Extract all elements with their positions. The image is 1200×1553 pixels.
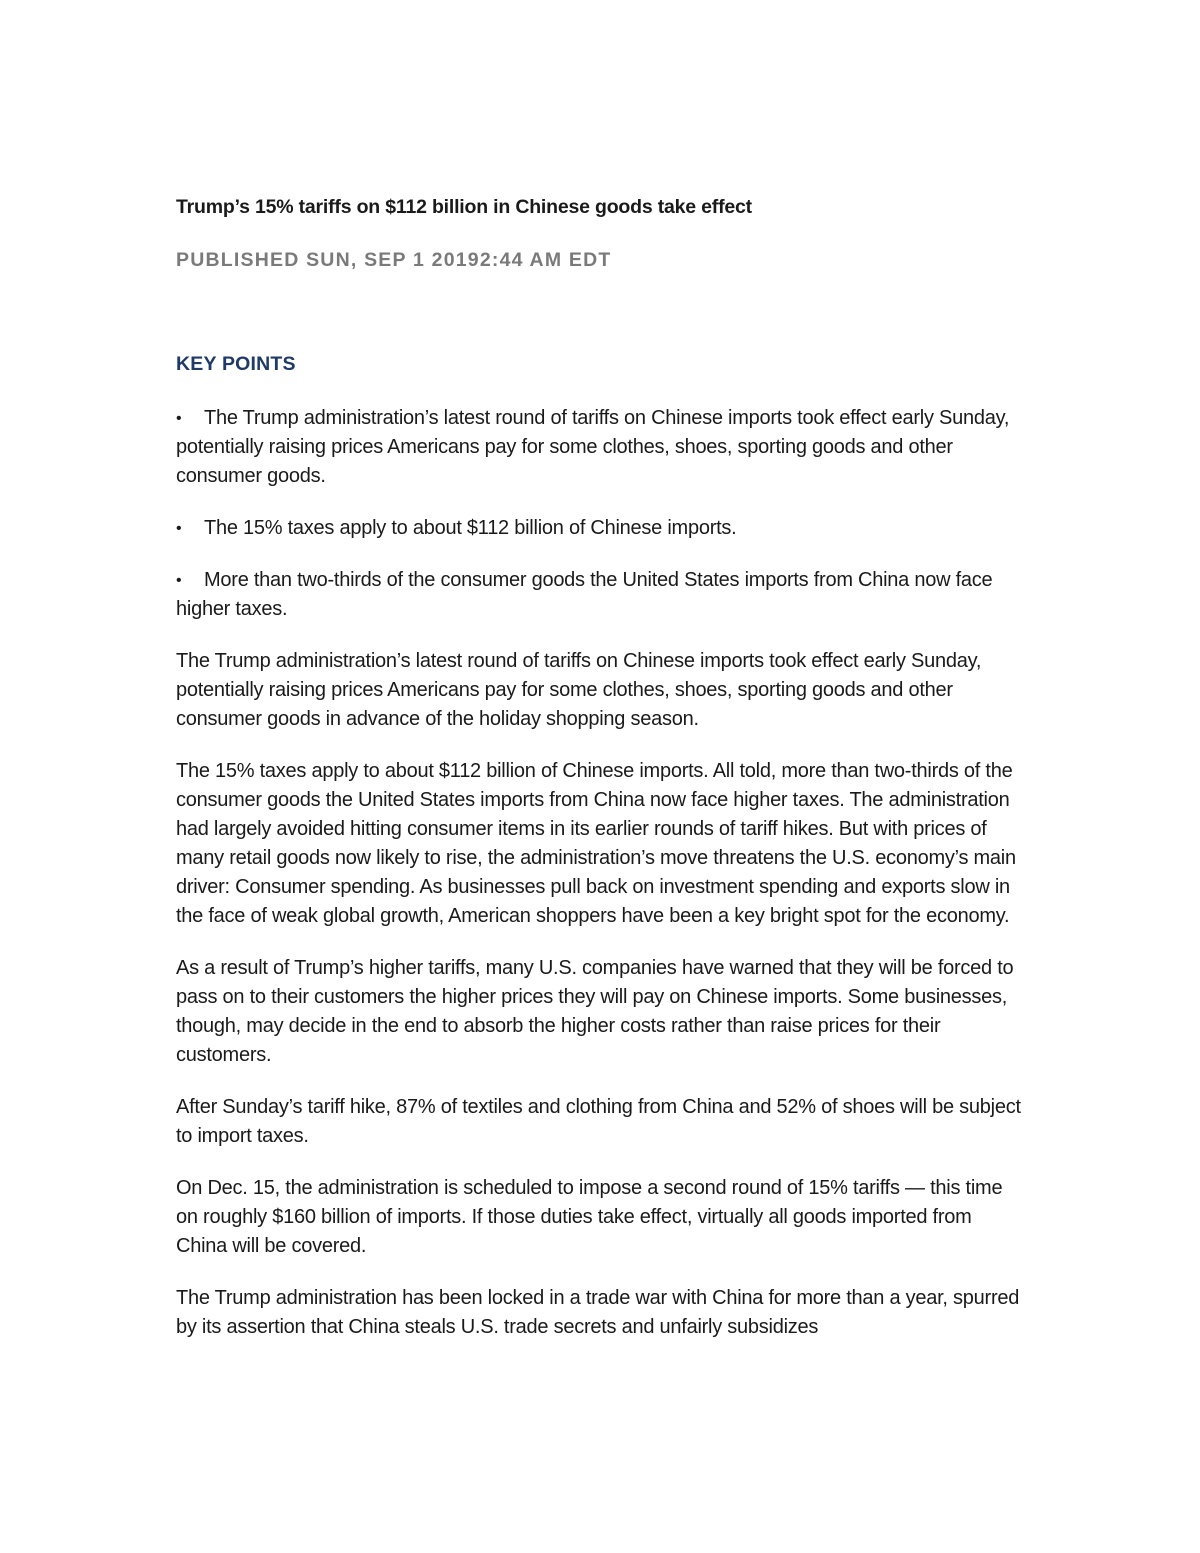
article-body xyxy=(176,404,1024,1365)
key-point-item xyxy=(176,566,1024,624)
article-title: Trump’s 15% tariffs on $112 billion in Chinese goods take effect xyxy=(176,196,752,218)
bullet-icon: • xyxy=(176,520,182,537)
key-point-text: The 15% taxes apply to about $112 billion of Chinese imports. xyxy=(204,517,737,539)
key-point-text: More than two-thirds of the consumer goods the United States imports from China now face higher taxes. xyxy=(176,569,993,620)
body-paragraph: The 15% taxes apply to about $112 billion of Chinese imports. All told, more than two-thirds of the consumer goods the United States imports from China now face higher taxes. The administration had largely avoided hitting consumer items in its earlier rounds of tariff hikes. But with prices of many retail goods now likely to rise, the administration’s move threatens the U.S. economy’s main driver: Consumer spending. As businesses pull back on investment spending and exports slow in the face of weak global growth, American shoppers have been a key bright spot for the economy. xyxy=(176,760,1016,927)
body-paragraph: After Sunday’s tariff hike, 87% of textiles and clothing from China and 52% of shoes will be subject to import taxes. xyxy=(176,1096,1021,1147)
body-paragraph: The Trump administration has been locked in a trade war with China for more than a year, spurred by its assertion that China steals U.S. trade secrets and unfairly subsidizes xyxy=(176,1287,1020,1338)
key-points-list xyxy=(176,404,1024,624)
key-point-item xyxy=(176,514,1024,543)
bullet-icon: • xyxy=(176,410,182,427)
body-paragraph: On Dec. 15, the administration is scheduled to impose a second round of 15% tariffs — this time on roughly $160 billion of imports. If those duties take effect, virtually all goods imported from China will be covered. xyxy=(176,1177,1003,1257)
body-paragraph: The Trump administration’s latest round of tariffs on Chinese imports took effect early Sunday, potentially raising prices Americans pay for some clothes, shoes, sporting goods and other consumer goods in advance of the holiday shopping season. xyxy=(176,650,982,730)
body-paragraph: As a result of Trump’s higher tariffs, many U.S. companies have warned that they will be forced to pass on to their customers the higher prices they will pay on Chinese imports. Some businesses, though, may decide in the end to absorb the higher costs rather than raise prices for their customers. xyxy=(176,957,1014,1066)
published-timestamp: PUBLISHED SUN, SEP 1 20192:44 AM EDT xyxy=(176,249,612,271)
key-point-item xyxy=(176,404,1024,491)
key-points-heading: KEY POINTS xyxy=(176,353,296,375)
bullet-icon: • xyxy=(176,572,182,589)
key-point-text: The Trump administration’s latest round of tariffs on Chinese imports took effect early Sunday, potentially raising prices Americans pay for some clothes, shoes, sporting goods and other consumer goods. xyxy=(176,407,1010,487)
